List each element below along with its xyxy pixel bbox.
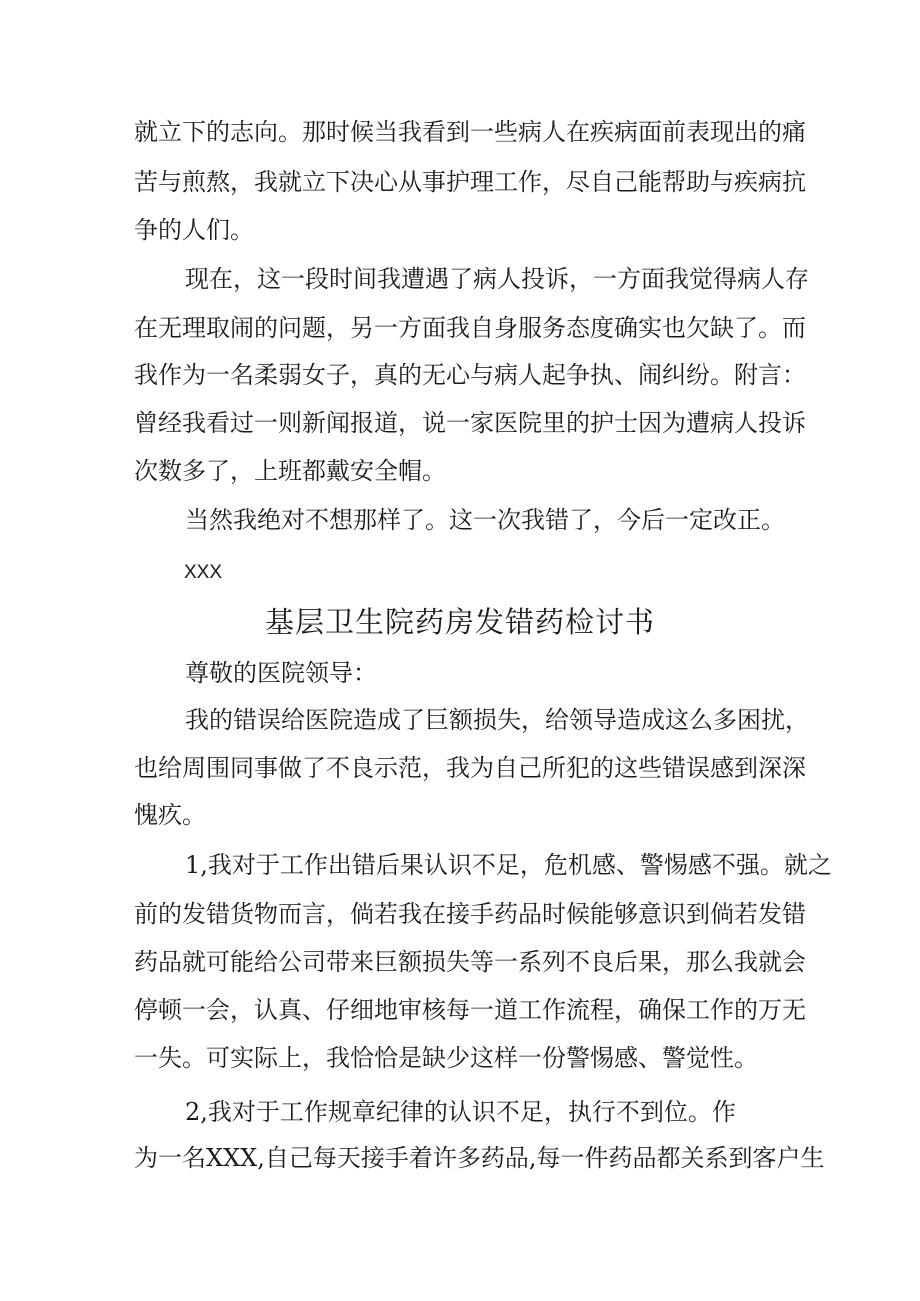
letter1-signature: XXX: [184, 562, 223, 583]
document-title: 基层卫生院药房发错药检讨书: [264, 605, 655, 639]
letter1-para3: 当然我绝对不想那样了。这一次我错了，今后一定改正。: [185, 506, 785, 534]
point1-line-2: 前的发错货物而言，倘若我在接手药品时候能够意识到倘若发错: [134, 900, 806, 928]
letter1-para1-line-3: 争的人们。: [134, 216, 254, 244]
point2-line-1: 2,我对于工作规章纪律的认识不足，执行不到位。作: [185, 1098, 736, 1126]
letter1-para2-line-3: 我作为一名柔弱女子，真的无心与病人起争执、闹纠纷。附言：: [134, 361, 806, 389]
letter2-para1-line-3: 愧疚。: [134, 801, 206, 829]
letter1-para2-line-2: 在无理取闹的问题，另一方面我自身服务态度确实也欠缺了。而: [134, 314, 806, 342]
letter2-para1-line-2: 也给周围同事做了不良示范，我为自己所犯的这些错误感到深深: [134, 754, 806, 782]
letter1-para2-line-1: 现在，这一段时间我遭遇了病人投诉，一方面我觉得病人存: [185, 265, 809, 293]
point1-line-4: 停顿一会，认真、仔细地审核每一道工作流程，确保工作的万无: [134, 996, 806, 1024]
point1-line-5: 一失。可实际上，我恰恰是缺少这样一份警惕感、警觉性。: [134, 1044, 758, 1072]
letter1-para2-line-5: 次数多了，上班都戴安全帽。: [134, 457, 446, 485]
point1-line-1: 1,我对于工作出错后果认识不足，危机感、警惕感不强。就之: [185, 851, 832, 879]
letter1-para2-line-4: 曾经我看过一则新闻报道，说一家医院里的护士因为遭病人投诉: [134, 409, 806, 437]
letter2-para1-line-1: 我的错误给医院造成了巨额损失，给领导造成这么多困扰，: [185, 706, 809, 734]
letter1-para1-line-2: 苦与煎熬，我就立下决心从事护理工作，尽自己能帮助与疾病抗: [134, 168, 806, 196]
letter1-para1-line-1: 就立下的志向。那时候当我看到一些病人在疾病面前表现出的痛: [134, 118, 806, 146]
point1-line-3: 药品就可能给公司带来巨额损失等一系列不良后果，那么我就会: [134, 948, 806, 976]
point2-line-2: 为一名XXX,自己每天接手着许多药品,每一件药品都关系到客户生: [134, 1144, 825, 1172]
salutation: 尊敬的医院领导：: [185, 659, 377, 687]
